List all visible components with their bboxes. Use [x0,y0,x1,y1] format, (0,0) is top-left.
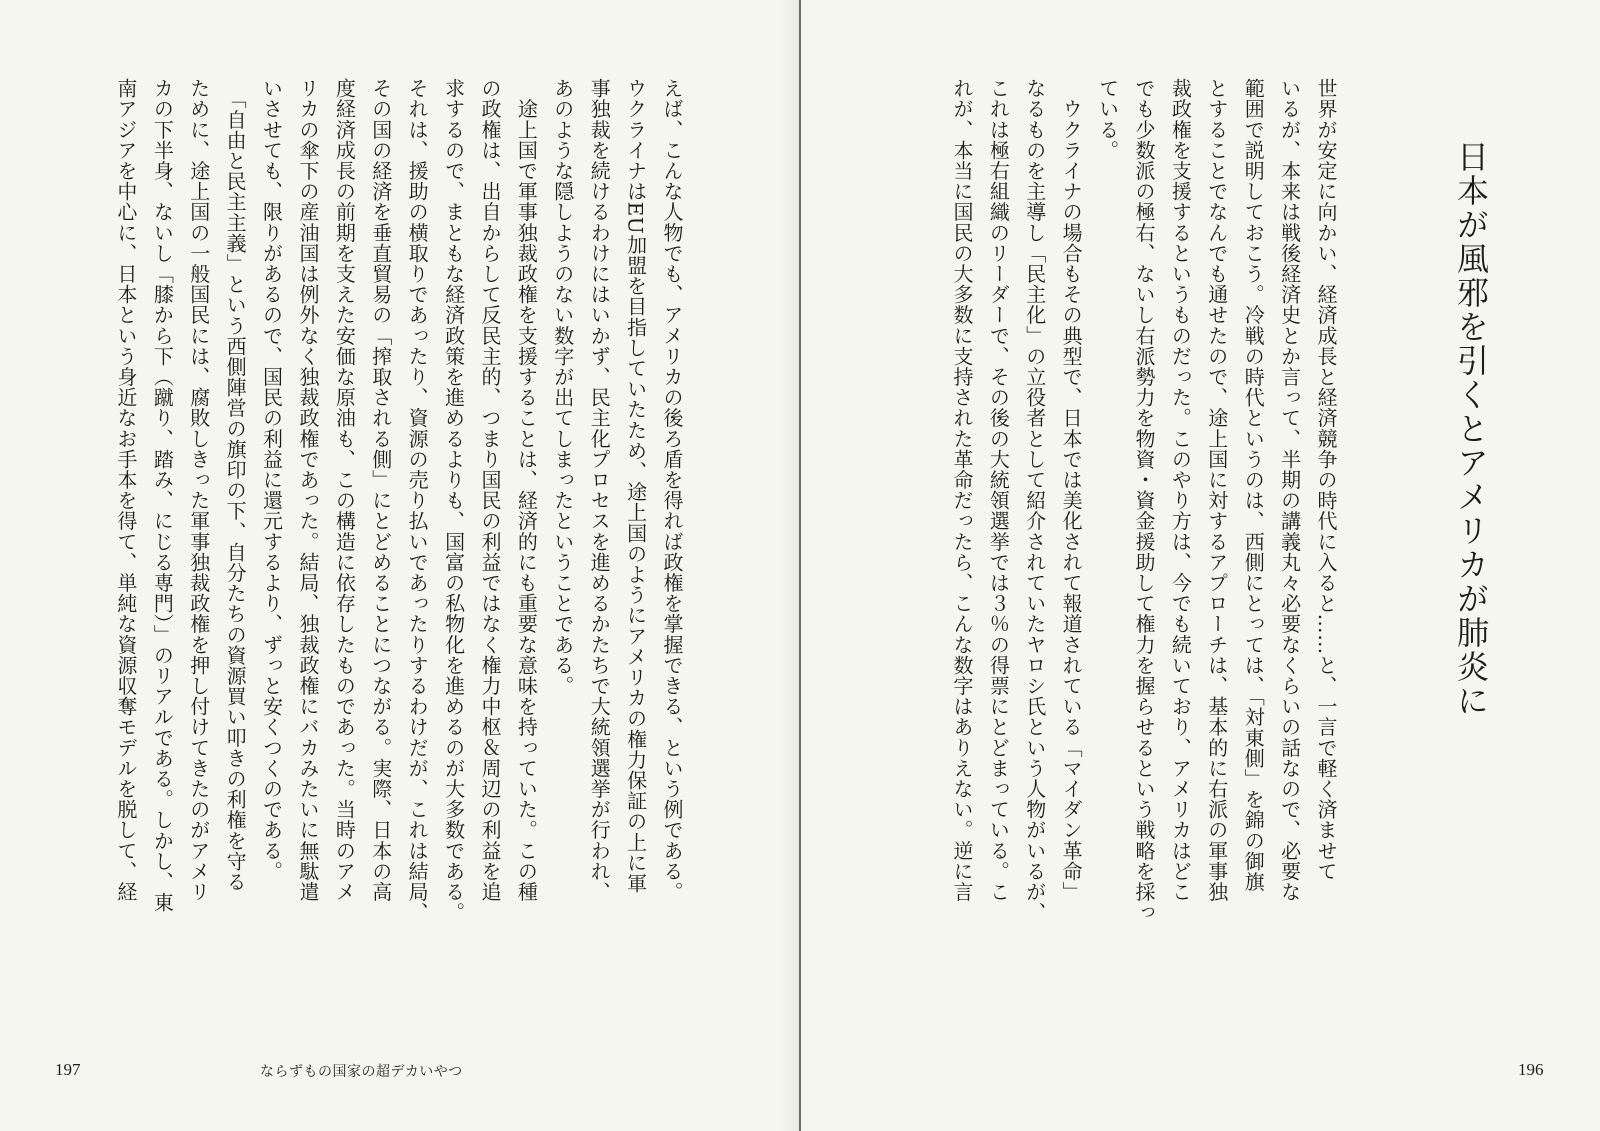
running-head: ならずもの国家の超デカいやつ [260,1064,463,1080]
section-heading: 日本が風邪を引くとアメリカが肺炎に [1452,140,1490,718]
left-page-body-text: えば、こんな人物でも、アメリカの後ろ盾を得れば政権を掌握できる、という例である。 ウクライナはEU加盟を目指していたため、途上国のようにアメリカの権力保証の上に軍 事独裁を続けるわけにはいかず、民主化プロセスを進めるかたちで大統領選挙が行われ、 あのような隠しようのない数字が出てしまったということである。 途上国で軍事独裁政権を支援することは、経済的にも重要な意味を持っていた。この種 の政権は、出自からして反民主的、つまり国民の利益ではなく権力中枢＆周辺の利益を追 求するので、まともな経済政策を進めるよりも、国富の私物化を進めるのが大多数である。 それは、援助の横取りであったり、資源の売り払いであったりするわけだが、これは結局、 その国の経済を垂直貿易の「搾取される側」にとどめることにつながる。実際、日本の高 度経済成長の前期を支えた安価な原油も、この構造に依存したものであった。当時のアメ リカの傘下の産油国は例外なく独裁政権であった。結局、独裁政権にバカみたいに無駄遣 いさせても、限りがあるので、国民の利益に還元するより、ずっと安くつくのである。 「自由と民主主義」という西側陣営の旗印の下、自分たちの資源買い叩きの利権を守る ために、途上国の一般国民には、腐敗しきった軍事独裁政権を押し付けてきたのがアメリ カの下半身、ないし「膝から下（蹴り、踏み、にじる専門）」のリアルである。しかし、東 南アジアを中心に、日本という身近なお手本を得て、単純な資源収奪モデルを脱して、経 [113,78,684,923]
right-page-number: 196 [1518,1060,1544,1079]
spine-shadow [780,0,800,1131]
right-page-body-text: 世界が安定に向かい、経済成長と経済競争の時代に入ると……と、一言で軽く済ませて いるが、本来は戦後経済史とか言って、半期の講義丸々必要なくらいの話なので、必要な 範囲で説明しておこう。冷戦の時代というのは、西側にとっては、「対東側」を錦の御旗 とすることでなんでも通せたので、途上国に対するアプローチは、基本的に右派の軍事独 裁政権を支援するというものだった。このやり方は、今でも続いており、アメリカはどこ でも少数派の極右、ないし右派勢力を物資・資金援助して権力を握らせるという戦略を採っ ている。 ウクライナの場合もその典型で、日本では美化されて報道されている「マイダン革命」 なるものを主導し「民主化」の立役者として紹介されていたヤロシ氏という人物がいるが、 これは極右組織のリーダーで、その後の大統領選挙では３％の得票にとどまっている。こ れが、本当に国民の大多数に支持された革命だったら、こんな数字はありえない。逆に言 [949,78,1338,923]
left-page-number: 197 [55,1060,81,1079]
right-page [800,0,1600,1131]
